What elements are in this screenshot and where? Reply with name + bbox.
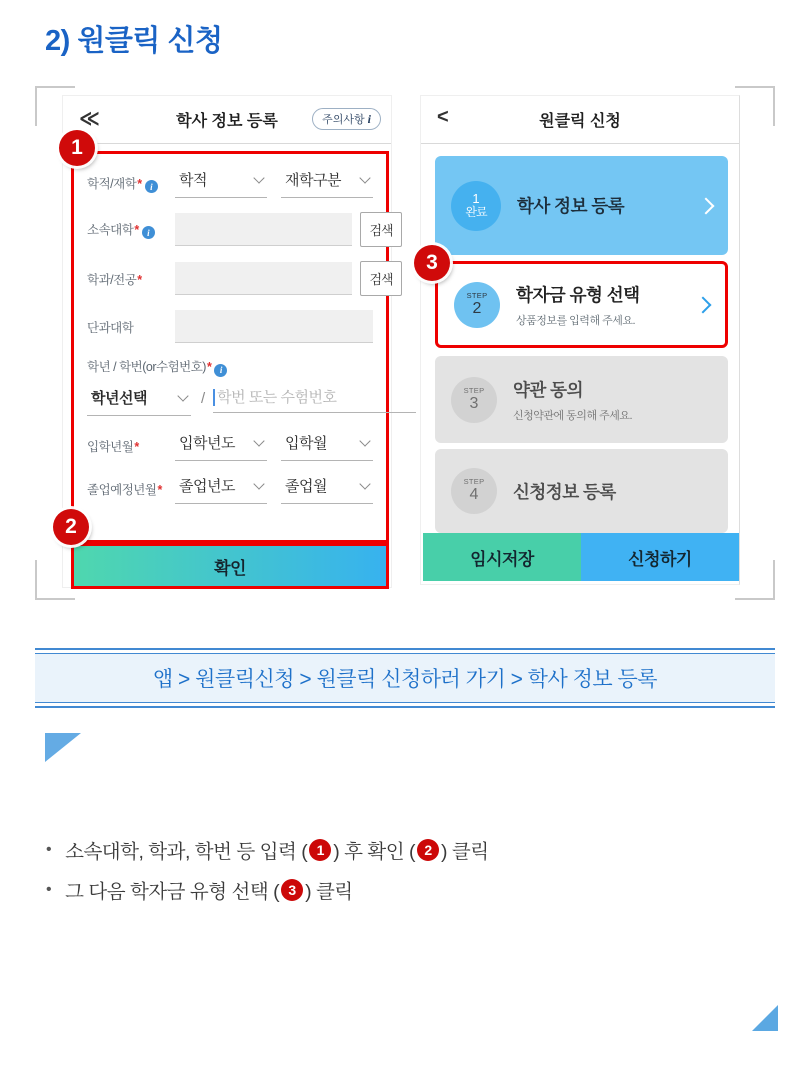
required-mark: * — [137, 176, 142, 191]
step-2-badge: STEP 2 — [454, 282, 500, 328]
instructions — [46, 836, 489, 916]
breadcrumb: 앱 > 원클릭신청 > 원클릭 신청하러 가기 > 학사 정보 등록 — [152, 668, 658, 691]
breadcrumb-bar — [35, 648, 775, 708]
back-double-chevron-icon[interactable]: ≪ — [79, 108, 100, 130]
info-icon: i — [214, 364, 227, 377]
step-4-badge: STEP 4 — [451, 468, 497, 514]
step-card-3-terms[interactable] — [435, 356, 728, 443]
page-title: 2) 원클릭 신청 — [45, 25, 223, 57]
form-row-admission — [87, 432, 373, 461]
chevron-down-icon — [253, 435, 264, 446]
form-row-college — [87, 310, 373, 343]
status-label: 학적/재학* i — [87, 174, 175, 194]
department-label: 학과/전공* — [87, 272, 142, 287]
annotation-badge-1: 1 — [59, 130, 95, 166]
frame-corner-top-right — [735, 86, 775, 126]
year-id-label: 학년 / 학번(or수험번호)* i — [87, 357, 227, 377]
notice-badge[interactable] — [312, 108, 381, 130]
left-phone-title: 학사 정보 등록 — [176, 113, 278, 130]
annotation-badge-3: 3 — [414, 245, 450, 281]
chevron-down-icon — [359, 172, 370, 183]
triangle-decoration-bottom-right — [752, 1005, 778, 1031]
student-id-input[interactable] — [217, 389, 416, 406]
chevron-down-icon — [177, 390, 188, 401]
required-mark: * — [134, 222, 139, 237]
notice-label: 주의사항 — [322, 114, 365, 126]
right-phone-screenshot — [420, 95, 740, 585]
step-2-title: 학자금 유형 선택 — [516, 284, 640, 305]
info-icon: i — [145, 180, 158, 193]
chevron-down-icon — [359, 435, 370, 446]
required-mark: * — [137, 272, 142, 287]
status-select[interactable]: 학적 — [175, 169, 267, 198]
step-1-badge: 1 완료 — [451, 181, 501, 231]
required-mark: * — [157, 483, 162, 497]
college-label: 단과대학 — [87, 320, 134, 335]
form-row-university — [87, 212, 393, 247]
step-card-4-application-info[interactable] — [435, 449, 728, 533]
ref-badge-2: 2 — [417, 839, 439, 861]
department-input[interactable] — [175, 262, 352, 295]
form-row-department — [87, 261, 393, 296]
step-card-2-aid-type[interactable] — [435, 261, 728, 348]
bottom-button-row — [423, 533, 739, 581]
enrollment-type-select[interactable]: 재학구분 — [281, 169, 373, 198]
chevron-down-icon — [359, 478, 370, 489]
info-icon: i — [367, 111, 371, 126]
admission-label: 입학년월* — [87, 440, 139, 454]
college-input[interactable] — [175, 310, 373, 343]
bullet-icon: • — [46, 881, 52, 898]
admission-year-select[interactable]: 입학년도 — [175, 432, 267, 461]
step-3-badge: STEP 3 — [451, 377, 497, 423]
left-phone-header — [63, 96, 391, 144]
step-2-subtitle: 상품정보를 입력해 주세요. — [516, 314, 636, 327]
chevron-right-icon — [695, 296, 712, 313]
frame-corner-bottom-right — [735, 560, 775, 600]
instruction-text: 그 다음 학자금 유형 선택 ( — [65, 881, 280, 903]
step-3-title: 약관 동의 — [513, 379, 583, 400]
temp-save-button[interactable]: 임시저장 — [423, 533, 581, 581]
step-1-title: 학사 정보 등록 — [517, 196, 625, 216]
form-row-yearid-label — [87, 357, 373, 377]
triangle-decoration-left — [45, 733, 81, 762]
form-row-graduation — [87, 475, 373, 504]
required-mark: * — [206, 360, 212, 374]
back-chevron-icon[interactable]: < — [437, 106, 449, 128]
instruction-text: ) 클릭 — [305, 881, 353, 903]
right-phone-title: 원클릭 신청 — [539, 113, 621, 130]
graduation-label: 졸업예정년월* — [87, 483, 162, 497]
instruction-text: 소속대학, 학과, 학번 등 입력 ( — [65, 841, 308, 863]
grade-year-select[interactable]: 학년선택 — [87, 387, 191, 416]
chevron-right-icon — [698, 197, 715, 214]
apply-button[interactable]: 신청하기 — [581, 533, 739, 581]
right-phone-header — [421, 96, 739, 144]
instruction-line-2 — [46, 876, 489, 904]
ref-badge-3: 3 — [281, 879, 303, 901]
graduation-month-select[interactable]: 졸업월 — [281, 475, 373, 504]
admission-month-select[interactable]: 입학월 — [281, 432, 373, 461]
info-icon: i — [142, 226, 155, 239]
department-search-button[interactable]: 검색 — [360, 261, 402, 296]
student-id-field[interactable] — [213, 389, 416, 413]
instruction-line-1 — [46, 836, 489, 864]
university-input[interactable] — [175, 213, 352, 246]
step-3-subtitle: 신청약관에 동의해 주세요. — [513, 409, 633, 422]
step-4-title: 신청정보 등록 — [513, 481, 616, 502]
chevron-down-icon — [253, 478, 264, 489]
text-cursor — [213, 389, 215, 406]
graduation-year-select[interactable]: 졸업년도 — [175, 475, 267, 504]
chevron-down-icon — [253, 172, 264, 183]
university-label: 소속대학* i — [87, 220, 175, 240]
breadcrumb-inner — [35, 653, 775, 703]
annotation-badge-2: 2 — [53, 509, 89, 545]
slash-separator: / — [201, 389, 206, 407]
required-mark: * — [134, 440, 139, 454]
bullet-icon: • — [46, 841, 52, 858]
ref-badge-1: 1 — [309, 839, 331, 861]
left-phone-screenshot — [62, 95, 392, 588]
annotation-box-form — [71, 151, 393, 543]
university-search-button[interactable]: 검색 — [360, 212, 402, 247]
confirm-button[interactable]: 확인 — [71, 543, 389, 589]
instruction-text: ) 후 확인 ( — [333, 841, 415, 863]
form-row-status — [87, 169, 373, 198]
form-row-yearid — [87, 387, 373, 416]
step-card-1-academic-info[interactable] — [435, 156, 728, 255]
instruction-text: ) 클릭 — [441, 841, 489, 863]
